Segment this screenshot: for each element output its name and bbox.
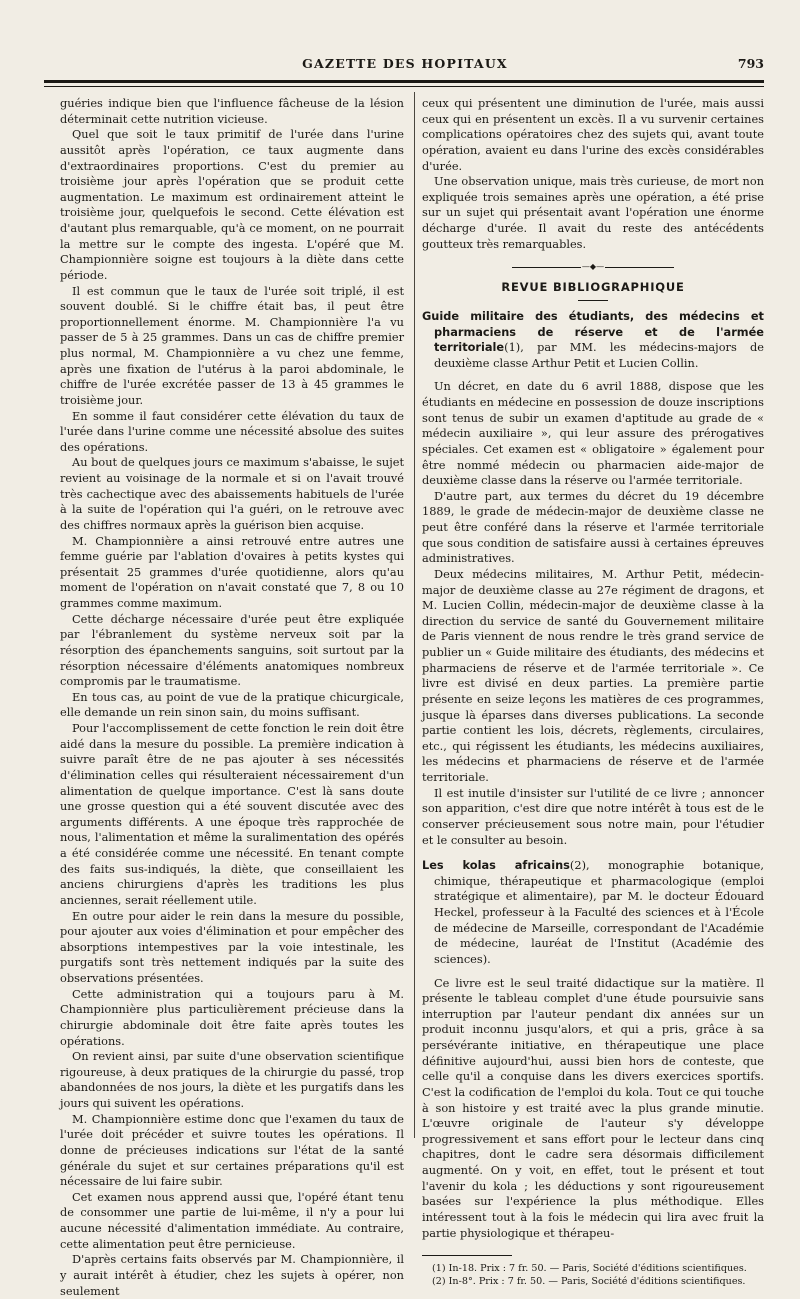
paragraph: Il est commun que le taux de l'urée soit triplé, il est souvent doublé. Si le chiffre était bas, il peut être proportionnellement énorme. M. Championnière l'a vu passer de 5 à 25 grammes. Dans un cas de chiffre premier plus normal, M. Championnière a vu chez une femme, après une fixation de l'utérus à la paroi abdominale, le chiffre de l'urée excrétée passer de 13 à 45 grammes le troisième jour.: [60, 283, 404, 407]
paragraph: Cette décharge nécessaire d'urée peut être expliquée par l'ébranlement du système nerveux soit par la résorption des épanchements sanguins, soit surtout par la résorption nécessaire d'éléments anatomiques nombreux compromis par le traumatisme.: [60, 611, 404, 689]
paragraph: D'autre part, aux termes du décret du 19 décembre 1889, le grade de médecin-major de deuxième classe ne peut être conféré dans la réserve et l'armée territoriale que sous condition de satisfaire aussi à certaines épreuves administratives.: [422, 488, 764, 566]
footnote: (1) In-18. Prix : 7 fr. 50. — Paris, Société d'éditions scientifiques.: [432, 1263, 747, 1275]
paragraph: Pour l'accomplissement de cette fonction le rein doit être aidé dans la mesure du possible. La première indication à suivre paraît être de ne pas ajouter à ses nécessités d'élimination celles qui résulteraient nécessairement d'un alimentation de quelque importance. C'est là sans doute une grosse question qui a été souvent discutée avec des arguments différents. A une époque très rapprochée de nous, l'alimentation et même la suralimentation des opérés a été considérée comme une nécessité. En tenant compte des faits sus-indiqués, la diète, que conseillaient les anciens chirurgiens d'après les traditions les plus anciennes, serait réellement utile.: [60, 721, 404, 907]
ornament-glyph: —◆—: [581, 262, 605, 272]
section-ornament: [422, 262, 764, 272]
paragraph: Une observation unique, mais très curieuse, de mort non expliquée trois semaines après une opération, a été prise sur un sujet qui présentait avant l'opération une énorme décharge d'urée. Il avait du reste des antécédents goutteux très remarquables.: [422, 174, 764, 251]
paragraph: M. Championnière a ainsi retrouvé entre autres une femme guérie par l'ablation d'ovaires à petits kystes qui présentait 25 grammes d'urée quotidienne, alors qu'au moment de l'opération on n'avait constaté que 7, 8 ou 10 grammes comme maximum.: [60, 533, 404, 610]
paragraph: Cette administration qui a toujours paru à M. Championnière plus particulièrement précieuse dans la chirurgie abdominale doit être faite après toutes les opérations.: [60, 986, 404, 1048]
header-rule-thin: [44, 86, 764, 87]
entry-details: , par MM. les médecins-majors de deuxième classe Arthur Petit et Lucien Collin.: [434, 340, 764, 370]
footnote-ref: (1): [504, 340, 521, 355]
paragraph: Quel que soit le taux primitif de l'urée dans l'urine aussitôt après l'opération, ce taux augmente dans d'extraordinaires proportions. C'est du premier au troisième jour après l'opération que se produit cette augmentation. Le maximum est ordinairement atteint le troisième jour, quelquefois le second. Cette élévation est d'autant plus remarquable, qu'à ce moment, on ne pourrait la mettre sur le compte des ingesta. L'opéré que M. Championnière soigne est toujours à la diète dans cette période.: [60, 127, 404, 282]
paragraph: En somme il faut considérer cette élévation du taux de l'urée dans l'urine comme une nécessité absolue des suites des opérations.: [60, 408, 404, 454]
paragraph: Cet examen nous apprend aussi que, l'opéré étant tenu de consommer une partie de lui-même, il n'y a pour lui aucune nécessité d'alimentation immédiate. Au contraire, cette alimentation peut être pernicieuse.: [60, 1189, 404, 1251]
section-title-underline: [578, 300, 608, 301]
journal-title: GAZETTE DES HOPITAUX: [302, 56, 508, 71]
bibliography-entry-2: [422, 858, 764, 967]
spacer: [422, 371, 764, 379]
spacer: [422, 968, 764, 976]
paragraph: En tous cas, au point de vue de la pratique chicurgicale, elle demande un rein sinon sain, du moins suffisant.: [60, 689, 404, 720]
paragraph: Un décret, en date du 6 avril 1888, dispose que les étudiants en médecine en possession de douze inscriptions sont tenus de subir un examen d'aptitude au grade de « médecin auxiliaire », qui leur assure des prérogatives spéciales. Cet examen est « obligatoire » également pour être nommé médecin ou pharmacien aide-major de deuxième classe dans la réserve ou l'armée territoriale.: [422, 379, 764, 488]
paragraph: guéries indique bien que l'influence fâcheuse de la lésion déterminait cette nutrition vicieuse.: [60, 96, 404, 126]
bibliography-entry-1: [422, 309, 764, 372]
footnote: (2) In-8°. Prix : 7 fr. 50. — Paris, Société d'éditions scientifiques.: [432, 1276, 746, 1288]
section-title: REVUE BIBLIOGRAPHIQUE: [501, 280, 685, 295]
footnote-ref: (2): [569, 858, 586, 873]
paragraph: D'après certains faits observés par M. Championnière, il y aurait intérêt à étudier, chez les sujets à opérer, non seulement: [60, 1252, 404, 1298]
paragraph: On revient ainsi, par suite d'une observation scientifique rigoureuse, à deux pratiques de la chirurgie du passé, trop abandonnées de nos jours, la diète et les purgatifs dans les jours qui suivent les opérations.: [60, 1049, 404, 1110]
paragraph: Ce livre est le seul traité didactique sur la matière. Il présente le tableau complet d'une étude poursuivie sans interruption par l'auteur pendant dix années sur un produit inconnu jusqu'alors, et qui a pris, grâce à sa persévérante initiative, en thérapeutique une place définitive aujourd'hui, aussi bien hors de conteste, que celle qu'il a conquise dans les divers exercices sportifs. C'est la codification de l'emploi du kola. Tout ce qui touche à son histoire y est traité avec la plus grande minutie. L'œuvre originale de l'auteur s'y développe progressivement et sans effort pour le lecteur dans cinq chapitres, dont le cadre sera désormais difficilement augmenté. On y voit, en effet, tout le présent et tout l'avenir du kola ; les déductions y sont rigoureusement basées sur l'expérience la plus méthodique. Elles intéressent tout à la fois le médecin qui lira avec fruit la partie physiologique et thérapeu-: [422, 975, 764, 1240]
column-separator: [414, 92, 415, 1138]
paragraph: M. Championnière estime donc que l'examen du taux de l'urée doit précéder et suivre toutes les opérations. Il donne de précieuses indications sur l'état de la santé générale du sujet et sur certaines préparations qu'il est nécessaire de lui faire subir.: [60, 1111, 404, 1189]
entry-details: , monographie botanique, chimique, thérapeutique et pharmacologique (emploi stratégique et alimentaire), par M. le docteur Édouard Heckel, professeur à la Faculté des sciences et à l'École de médecine de Marseille, correspondant de l'Académie de médecine, lauréat de l'Institut (Académie des sciences).: [434, 858, 764, 966]
paragraph: Au bout de quelques jours ce maximum s'abaisse, le sujet revient au voisinage de la normale et si on l'avait trouvé très cachectique avec des abaissements habituels de l'urée à la suite de l'opération qui l'a guéri, on le retrouve avec des chiffres normaux après la guérison bien acquise.: [60, 455, 404, 532]
paragraph: ceux qui présentent une diminution de l'urée, mais aussi ceux qui en présentent un excès. Il a vu survenir certaines complications opératoires chez des sujets qui, avant toute opération, avaient eu dans l'urine des excès considérables d'urée.: [422, 96, 764, 173]
entry-title: Guide militaire des étudiants, des médecins et pharmaciens de réserve et de l'armée territoriale: [422, 308, 764, 355]
paragraph: Deux médecins militaires, M. Arthur Petit, médecin-major de deuxième classe au 27e régiment de dragons, et M. Lucien Collin, médecin-major de deuxième classe à la direction du service de santé du Gouvernement militaire de Paris viennent de nous rendre le très grand service de publier un « Guide militaire des étudiants, des médecins et pharmaciens de réserve et de l'armée territoriale ». Ce livre est divisé en deux parties. La première partie présente en seize leçons les matières de ces programmes, jusque là éparses dans diverses publications. La seconde partie contient les lois, décrets, règlements, circulaires, etc., qui régissent les étudiants, les médecins auxiliaires, les médecins et pharmaciens de réserve et de l'armée territoriale.: [422, 566, 764, 784]
paragraph: En outre pour aider le rein dans la mesure du possible, pour ajouter aux voies d'élimination et pour empêcher des absorptions intempestives par la voie intestinale, les purgatifs sont très nettement indiqués par la suite des observations présentées.: [60, 908, 404, 985]
footnote-rule: [422, 1255, 512, 1256]
left-column: [60, 96, 404, 1299]
right-column: [422, 96, 764, 1288]
header-rule-thick: [44, 80, 764, 83]
entry-title: Les kolas africains: [422, 858, 570, 873]
page-header: [46, 56, 764, 76]
paragraph: Il est inutile d'insister sur l'utilité de ce livre ; annoncer son apparition, c'est dire que notre intérêt à tous est de le conserver précieusement sous notre main, pour l'étudier et le consulter au besoin.: [422, 785, 764, 847]
page-number: 793: [737, 56, 764, 71]
